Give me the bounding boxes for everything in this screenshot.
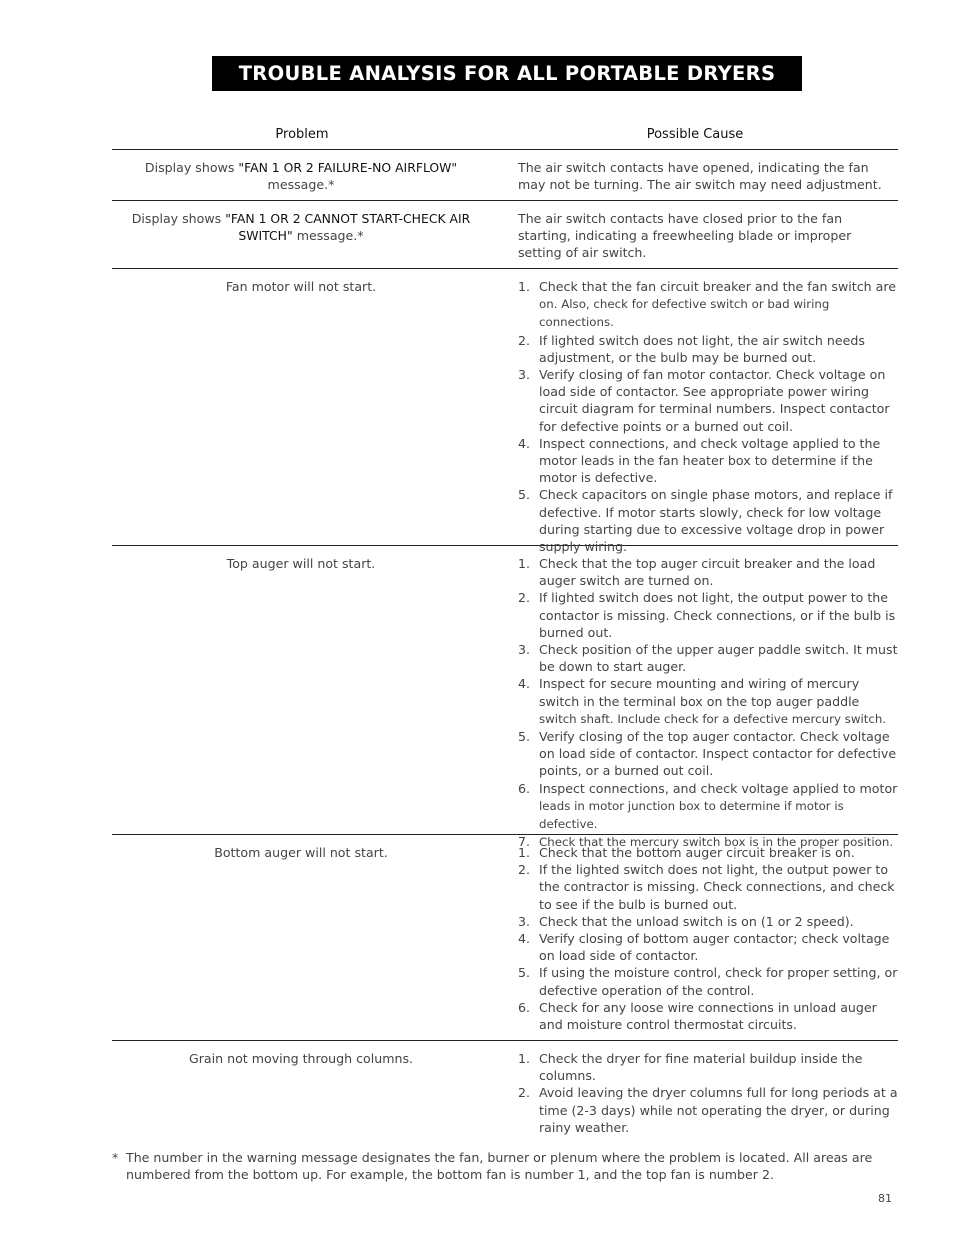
cause-header: Possible Cause <box>646 127 744 142</box>
step-list <box>518 1050 898 1136</box>
list-item <box>518 332 898 366</box>
step-text: Verify closing of bottom auger contactor; check voltage on load side of contactor. <box>539 931 890 964</box>
problem-cell <box>112 150 490 200</box>
step-text: Verify closing of fan motor contactor. Check voltage on load side of contactor. See appropriate power wiring circuit diagram for terminal numbers. Inspect contactor for defective points or a burned out coil. <box>539 367 890 434</box>
step-text: Check for any loose wire connections in unload auger and moisture control thermostat circuits. <box>539 999 877 1033</box>
step-number: 3. <box>518 367 531 383</box>
step-number: 4. <box>518 931 531 947</box>
step-number: 4. <box>518 435 531 451</box>
list-item <box>518 366 898 435</box>
step-number: 5. <box>518 965 531 981</box>
list-item <box>518 913 898 930</box>
title-banner <box>212 56 802 91</box>
table-row <box>112 546 898 850</box>
list-item <box>518 930 898 964</box>
step-number: 1. <box>518 556 531 571</box>
list-item <box>518 1084 898 1136</box>
step-number: 3. <box>518 913 531 929</box>
step-text: If lighted switch does not light, the air switch needs adjustment, or the bulb may be burned out. <box>539 332 865 365</box>
list-item <box>518 728 898 780</box>
list-item <box>518 555 898 589</box>
list-item <box>518 675 898 728</box>
step-text: Avoid leaving the dryer columns full for long periods at a time (2-3 days) while not operating the dryer, or during rainy weather. <box>539 1085 898 1135</box>
step-text: Verify closing of the top auger contactor. Check voltage on load side of contactor. Inspect contactor for defective points, or a burned out coil. <box>539 729 897 779</box>
step-number: 6. <box>518 780 531 796</box>
page-title: TROUBLE ANALYSIS FOR ALL PORTABLE DRYERS <box>238 62 776 85</box>
step-list <box>518 844 898 1033</box>
step-text: Inspect connections, and check voltage applied to motor <box>539 780 898 796</box>
page-number: 81 <box>878 1192 892 1205</box>
step-number: 5. <box>518 729 531 745</box>
list-item <box>518 435 898 487</box>
step-text: Check the dryer for fine material buildup inside the columns. <box>539 1051 863 1084</box>
step-text: Check that the top auger circuit breaker and the load auger switch are turned on. <box>539 556 876 589</box>
table-row <box>112 201 898 269</box>
table-row <box>112 1041 898 1141</box>
list-item <box>518 278 898 332</box>
problem-cell: Bottom auger will not start. <box>214 845 388 860</box>
problem-suffix: message.* <box>267 177 335 192</box>
problem-prefix: Display shows <box>131 211 226 226</box>
problem-cell: Top auger will not start. <box>226 556 376 571</box>
footnote-text: The number in the warning message designates the fan, burner or plenum where the problem is located. All areas are numbered from the bottom up. For example, the bottom fan is number 1, and the top fan is number 2. <box>126 1150 873 1182</box>
step-number: 2. <box>518 590 531 606</box>
list-item <box>518 964 898 998</box>
trouble-table <box>112 120 898 1141</box>
footnote <box>112 1149 898 1183</box>
step-text: Inspect for secure mounting and wiring of mercury switch in the terminal box on the top auger paddle <box>539 676 860 709</box>
step-text-small: leads in motor junction box to determine if motor is defective. <box>539 798 844 832</box>
step-list <box>518 555 898 851</box>
list-item <box>518 486 898 555</box>
step-number: 2. <box>518 332 531 348</box>
table-row <box>112 150 898 201</box>
problem-cell <box>112 201 490 268</box>
cause-cell <box>518 1041 898 1141</box>
list-item <box>518 641 898 675</box>
table-row <box>112 269 898 555</box>
problem-cell: Grain not moving through columns. <box>188 1051 414 1066</box>
list-item <box>518 999 898 1033</box>
table-row <box>112 835 898 1041</box>
step-text-small: on. Also, check for defective switch or bad wiring connections. <box>539 297 830 330</box>
step-text: If lighted switch does not light, the output power to the contactor is missing. Check connections, or if the bulb is burned out. <box>539 590 896 640</box>
display-message: "FAN 1 OR 2 CANNOT START-CHECK AIR SWITCH" <box>225 211 471 243</box>
cause-cell: The air switch contacts have opened, indicating the fan may not be turning. The air switch may need adjustment. <box>518 160 882 193</box>
display-message: "FAN 1 OR 2 FAILURE-NO AIRFLOW" <box>238 160 458 175</box>
list-item <box>518 780 898 834</box>
step-text: If the lighted switch does not light, the output power to the contractor is missing. Check connections, and check to see if the bulb is burned out. <box>539 862 895 912</box>
problem-cell: Fan motor will not start. <box>225 279 377 294</box>
problem-header: Problem <box>275 127 329 142</box>
cause-cell: The air switch contacts have closed prior to the fan starting, indicating a freewheeling blade or improper setting of air switch. <box>518 211 852 261</box>
step-number: 6. <box>518 999 531 1015</box>
step-list <box>518 278 898 555</box>
step-text: Check that the unload switch is on (1 or 2 speed). <box>539 913 854 929</box>
step-number: 3. <box>518 642 531 658</box>
step-text: Check position of the upper auger paddle switch. It must be down to start auger. <box>539 642 898 675</box>
cause-cell <box>518 269 898 555</box>
cause-cell <box>518 546 898 850</box>
step-text-small: Check that the mercury switch box is in the proper position. <box>539 835 894 850</box>
step-number: 1. <box>518 1051 531 1066</box>
step-number: 5. <box>518 487 531 503</box>
step-text: Check that the fan circuit breaker and the fan switch are <box>539 279 897 294</box>
step-text: If using the moisture control, check for proper setting, or defective operation of the control. <box>539 965 898 998</box>
step-text-small: switch shaft. Include check for a defective mercury switch. <box>539 711 887 726</box>
problem-suffix: message.* <box>292 228 364 243</box>
footnote-mark: * <box>112 1150 119 1165</box>
list-item <box>518 589 898 641</box>
step-number: 1. <box>518 279 531 294</box>
problem-prefix: Display shows <box>144 160 239 175</box>
step-number: 7. <box>518 834 531 850</box>
step-number: 2. <box>518 1085 531 1101</box>
step-text: Check that the bottom auger circuit breaker is on. <box>539 845 855 860</box>
cause-cell <box>518 835 898 1040</box>
step-number: 2. <box>518 862 531 878</box>
list-item <box>518 844 898 861</box>
list-item <box>518 1050 898 1084</box>
step-text: Check capacitors on single phase motors, and replace if defective. If motor starts slowly, check for low voltage during starting due to excessive voltage drop in power supply wiring. <box>539 487 893 555</box>
step-number: 4. <box>518 676 531 692</box>
step-number: 1. <box>518 845 531 860</box>
table-header <box>112 120 898 150</box>
list-item <box>518 861 898 913</box>
step-text: Inspect connections, and check voltage applied to the motor leads in the fan heater box to determine if the motor is defective. <box>539 435 881 486</box>
